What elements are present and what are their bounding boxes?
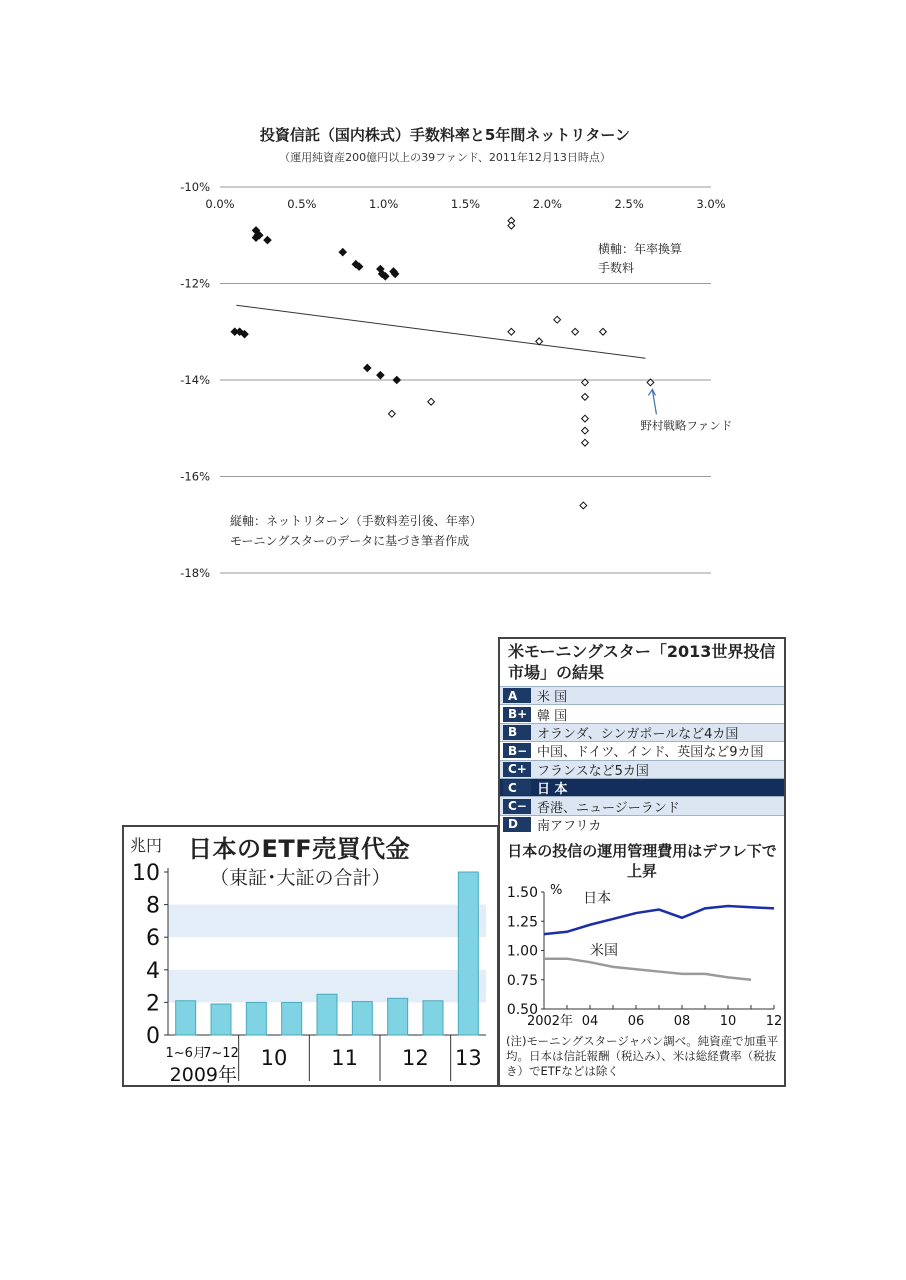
ranking-title: 米モーニングスター「2013世界投信市場」の結果 (508, 642, 776, 682)
bar (176, 1001, 196, 1035)
x-axis-label-2: 手数料 (598, 261, 635, 275)
data-point-hollow (582, 415, 589, 422)
bar (246, 1002, 266, 1035)
grade-badge: C (503, 780, 531, 795)
scatter-subtitle: （運用純資産200億円以上の39ファンド、2011年12月13日時点） (279, 151, 611, 164)
bar (317, 994, 337, 1035)
annotation-arrowhead (648, 389, 655, 395)
data-point-filled (377, 372, 384, 379)
x-tick-label: 2002年 (526, 1014, 574, 1029)
scatter-title: 投資信託（国内株式）手数料率と5年間ネットリターン (259, 126, 631, 144)
background-band (168, 905, 486, 938)
year-label: 2009年 (169, 1064, 238, 1085)
cost-chart-note: (注)モーニングスタージャパン調べ。純資産で加重平均。日本は信託報酬（税込み）、米は総経費率（税抜き）でETFなどは除く (506, 1034, 779, 1078)
data-point-hollow (572, 328, 579, 335)
grade-badge: C+ (503, 762, 531, 777)
grade-badge: B (503, 725, 531, 740)
y-tick-label: 1.25 (506, 914, 538, 931)
japan-line (544, 906, 774, 934)
scatter-plot-area (170, 120, 750, 590)
bar (388, 998, 408, 1035)
grade-badge: A (503, 688, 531, 703)
etf-subtitle: （東証･大証の合計） (210, 867, 391, 889)
cost-line-chart (500, 639, 784, 1085)
grade-country: 米 国 (537, 690, 568, 706)
x-tick-label: 04 (581, 1014, 599, 1029)
data-point-hollow (582, 427, 589, 434)
grade-country: 香港、ニュージーランド (537, 800, 680, 816)
y-axis-label: 縦軸：ネットリターン（手数料差引後、年率） (230, 514, 482, 528)
unit-label: % (550, 883, 563, 898)
annotation-label: 野村戦略ファンド (640, 418, 733, 433)
data-point-filled (339, 249, 346, 256)
x-tick-label: 12 (765, 1014, 783, 1029)
category-label: 7~12 (203, 1046, 239, 1061)
x-tick-label: 1.0% (369, 197, 399, 211)
data-point-hollow (508, 222, 515, 229)
scatter-chart (170, 120, 750, 590)
x-tick-label: 0.0% (205, 197, 235, 211)
x-tick-label: 3.0% (696, 197, 726, 211)
data-point-hollow (600, 328, 607, 335)
y-tick-label: 1.00 (506, 943, 538, 960)
data-point-filled (364, 364, 371, 371)
y-tick-label: 6 (146, 926, 160, 952)
bar (458, 872, 478, 1035)
data-point-hollow (508, 328, 515, 335)
y-tick-label: 0.75 (506, 972, 538, 989)
y-tick-label: 1.50 (506, 885, 538, 901)
source-note: モーニングスターのデータに基づき筆者作成 (230, 534, 470, 548)
grade-badge: B− (503, 743, 531, 758)
x-tick-label: 06 (627, 1014, 645, 1029)
cost-chart-title: 日本の投信の運用管理費用はデフレ下で上昇 (507, 842, 777, 880)
year-label: 11 (331, 1046, 359, 1070)
bar (352, 1002, 372, 1035)
y-tick-label: -12% (180, 276, 210, 291)
year-label: 10 (260, 1046, 288, 1070)
data-point-hollow (388, 410, 395, 417)
data-point-hollow (582, 439, 589, 446)
y-tick-label: 10 (132, 861, 160, 886)
y-tick-label: 4 (146, 958, 160, 984)
trend-line (236, 305, 645, 358)
category-label: 1~6月 (165, 1046, 206, 1061)
y-tick-label: -18% (180, 566, 210, 580)
series-label: 日本 (583, 890, 612, 907)
y-tick-label: 0 (146, 1024, 160, 1049)
x-tick-label: 08 (673, 1014, 691, 1029)
etf-bar-chart (122, 825, 499, 1087)
us-line (544, 959, 751, 980)
etf-unit-label: 兆円 (130, 836, 163, 855)
x-tick-label: 2.5% (614, 197, 644, 211)
year-label: 13 (454, 1046, 482, 1070)
y-tick-label: -16% (180, 469, 210, 484)
morningstar-panel (498, 637, 786, 1087)
x-tick-label: 0.5% (287, 197, 317, 211)
grade-badge: C− (503, 799, 531, 814)
series-label: 米国 (590, 943, 618, 960)
x-tick-label: 2.0% (532, 197, 562, 211)
x-tick-label: 10 (719, 1014, 737, 1029)
data-point-hollow (582, 393, 589, 400)
bar (282, 1002, 302, 1035)
year-label: 12 (401, 1046, 429, 1070)
grade-country: 南アフリカ (537, 818, 602, 834)
y-tick-label: -14% (180, 373, 210, 387)
data-point-hollow (428, 398, 435, 405)
y-tick-label: 2 (146, 991, 160, 1017)
bar (423, 1001, 443, 1035)
data-point-filled (393, 376, 400, 383)
data-point-hollow (580, 502, 587, 509)
grade-badge: D (503, 817, 531, 832)
grade-country: フランスなど5カ国 (537, 763, 649, 779)
grade-country: オランダ、シンガポールなど4カ国 (537, 726, 739, 742)
y-tick-label: -10% (180, 180, 210, 194)
x-tick-label: 1.5% (450, 197, 481, 211)
grade-badge: B+ (503, 707, 531, 722)
bar (211, 1004, 231, 1035)
x-axis-label: 横軸：年率換算 (598, 242, 683, 256)
data-point-hollow (554, 316, 561, 323)
grade-country: 韓 国 (537, 708, 568, 724)
y-tick-label: 0.50 (506, 1002, 538, 1018)
grade-country: 中国、ドイツ、インド、英国など9カ国 (537, 745, 764, 761)
y-tick-label: 8 (146, 893, 160, 919)
etf-title: 日本のETF売買代金 (188, 835, 411, 863)
data-point-filled (264, 236, 271, 243)
grade-country: 日 本 (537, 782, 568, 798)
